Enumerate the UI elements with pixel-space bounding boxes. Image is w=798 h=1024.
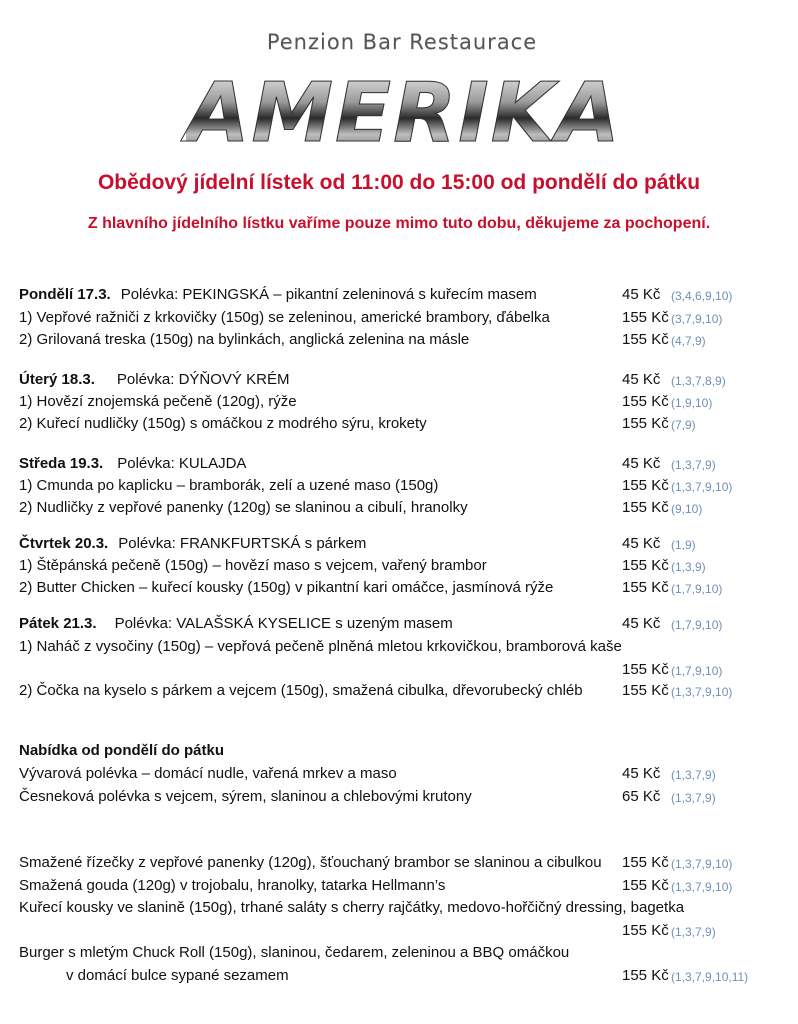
allergens: (9,10) xyxy=(671,502,703,516)
menu-title: Obědový jídelní lístek od 11:00 do 15:00 od pondělí do pátku xyxy=(97,171,701,194)
allergens: (1,7,9,10) xyxy=(671,582,723,596)
item-text: 2) Kuřecí nudličky (150g) s omáčkou z modrého sýru, krokety xyxy=(19,415,427,432)
day-label: Úterý 18.3. xyxy=(19,371,95,388)
item-text: Vývarová polévka – domácí nudle, vařená mrkev a maso xyxy=(19,765,397,782)
weekly-heading: Nabídka od pondělí do pátku xyxy=(19,742,225,759)
allergens: (1,3,7,9,10) xyxy=(671,857,733,871)
allergens: (1,3,9) xyxy=(671,560,706,574)
item-text: 2) Čočka na kyselo s párkem a vejcem (150g), smažená cibulka, dřevorubecký chléb xyxy=(19,682,583,699)
allergens: (3,7,9,10) xyxy=(671,312,723,326)
day-label: Pátek 21.3. xyxy=(19,615,97,632)
price: 155 Kč xyxy=(622,557,669,574)
item-text: 1) Štěpánská pečeně (150g) – hovězí maso s vejcem, vařený brambor xyxy=(19,557,487,574)
item-text: v domácí bulce sypané sezamem xyxy=(66,967,289,984)
day-label: Čtvrtek 20.3. xyxy=(19,535,109,552)
item-text: 2) Butter Chicken – kuřecí kousky (150g) v pikantní kari omáčce, jasmínová rýže xyxy=(19,579,554,596)
item-text: 1) Naháč z vysočiny (150g) – vepřová pečeně plněná mletou krkovičkou, bramborová kaše xyxy=(19,638,622,655)
logo-wordmark: AMERIKA xyxy=(186,66,622,161)
item-text: Česneková polévka s vejcem, sýrem, slaninou a chlebovými krutony xyxy=(19,788,472,805)
soup-label: Polévka: PEKINGSKÁ – pikantní zeleninová s kuřecím masem xyxy=(120,286,537,303)
restaurant-logo xyxy=(186,18,622,161)
price: 45 Kč xyxy=(622,615,661,632)
price: 155 Kč xyxy=(622,877,669,894)
allergens: (1,3,7,9) xyxy=(671,458,716,472)
allergens: (1,3,7,8,9) xyxy=(671,374,726,388)
price: 155 Kč xyxy=(622,682,669,699)
price: 155 Kč xyxy=(622,922,669,939)
item-text: 1) Vepřové ražniči z krkovičky (150g) se zeleninou, americké brambory, ďábelka xyxy=(19,309,550,326)
allergens: (1,7,9,10) xyxy=(671,664,723,678)
soup-label: Polévka: DÝŇOVÝ KRÉM xyxy=(116,371,290,388)
item-text: 1) Hovězí znojemská pečeně (120g), rýže xyxy=(19,393,297,410)
allergens: (1,3,7,9,10) xyxy=(671,685,733,699)
price: 155 Kč xyxy=(622,477,669,494)
soup-label: Polévka: KULAJDA xyxy=(117,455,247,472)
allergens: (1,3,7,9,10,11) xyxy=(671,970,749,984)
menu-notice: Z hlavního jídelního lístku vaříme pouze mimo tuto dobu, děkujeme za pochopení. xyxy=(87,215,711,232)
price: 155 Kč xyxy=(622,499,669,516)
item-text: 2) Grilovaná treska (150g) na bylinkách, anglická zelenina na másle xyxy=(19,331,470,348)
day-label: Pondělí 17.3. xyxy=(19,286,111,303)
day-label: Středa 19.3. xyxy=(19,455,104,472)
price: 155 Kč xyxy=(622,309,669,326)
item-text: Burger s mletým Chuck Roll (150g), slaninou, čedarem, zeleninou a BBQ omáčkou xyxy=(19,944,570,961)
item-text: Smažené řízečky z vepřové panenky (120g), šťouchaný brambor se slaninou a cibulkou xyxy=(19,854,602,871)
allergens: (1,9,10) xyxy=(671,396,713,410)
soup-label: Polévka: VALAŠSKÁ KYSELICE s uzeným masem xyxy=(114,615,453,632)
item-text: Smažená gouda (120g) v trojobalu, hranolky, tatarka Hellmann’s xyxy=(19,877,446,894)
price: 45 Kč xyxy=(622,286,661,303)
soup-label: Polévka: FRANKFURTSKÁ s párkem xyxy=(118,535,367,552)
allergens: (1,3,7,9) xyxy=(671,768,716,782)
price: 155 Kč xyxy=(622,854,669,871)
price: 155 Kč xyxy=(622,579,669,596)
price: 155 Kč xyxy=(622,393,669,410)
allergens: (1,3,7,9,10) xyxy=(671,880,733,894)
item-text: 2) Nudličky z vepřové panenky (120g) se slaninou a cibulí, hranolky xyxy=(19,499,468,516)
allergens: (1,7,9,10) xyxy=(671,618,723,632)
item-text: 1) Cmunda po kaplicku – bramborák, zelí a uzené maso (150g) xyxy=(19,477,439,494)
price: 45 Kč xyxy=(622,535,661,552)
price: 155 Kč xyxy=(622,415,669,432)
logo-subtitle: Penzion Bar Restaurace xyxy=(266,30,538,54)
price: 65 Kč xyxy=(622,788,661,805)
allergens: (4,7,9) xyxy=(671,334,706,348)
price: 155 Kč xyxy=(622,661,669,678)
price: 155 Kč xyxy=(622,967,669,984)
price: 155 Kč xyxy=(622,331,669,348)
price: 45 Kč xyxy=(622,371,661,388)
price: 45 Kč xyxy=(622,455,661,472)
allergens: (1,3,7,9) xyxy=(671,791,716,805)
allergens: (1,9) xyxy=(671,538,696,552)
allergens: (1,3,7,9) xyxy=(671,925,716,939)
price: 45 Kč xyxy=(622,765,661,782)
allergens: (7,9) xyxy=(671,418,696,432)
allergens: (1,3,7,9,10) xyxy=(671,480,733,494)
allergens: (3,4,6,9,10) xyxy=(671,289,733,303)
item-text: Kuřecí kousky ve slanině (150g), trhané saláty s cherry rajčátky, medovo-hořčičný dressing, bagetka xyxy=(19,899,685,916)
